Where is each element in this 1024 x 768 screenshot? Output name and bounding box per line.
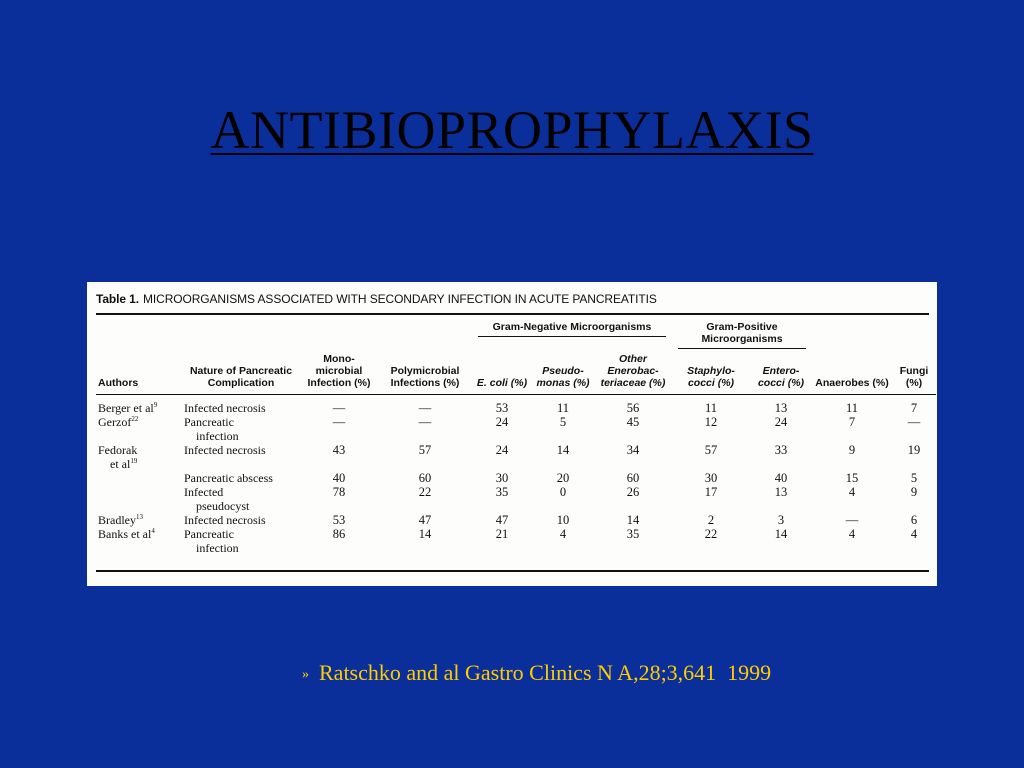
gram-negative-header bbox=[472, 315, 672, 351]
cell-ecoli: 35 bbox=[495, 485, 509, 499]
cell-ecoli: 47 bbox=[495, 513, 509, 527]
col-header-ecoli: E. coli (%) bbox=[472, 351, 532, 395]
cell-pseudomonas: 14 bbox=[556, 443, 570, 457]
cell-anaerobes: — bbox=[845, 513, 859, 527]
cell-complication: Pancreatic infection bbox=[184, 527, 239, 555]
cell-author: Banks et $al^4$ bbox=[98, 527, 155, 541]
cell-other: 35 bbox=[626, 527, 640, 541]
cell-author: Gerzof$^{22}$ bbox=[98, 415, 139, 429]
cell-fungi: — bbox=[907, 415, 921, 429]
cell-pseudomonas: 5 bbox=[559, 415, 567, 429]
cell-pseudomonas: 20 bbox=[556, 471, 570, 485]
cell-complication: Infected necrosis bbox=[184, 401, 266, 415]
reference-citation bbox=[302, 660, 771, 686]
cell-other: 60 bbox=[626, 471, 640, 485]
cell-complication: Infected necrosis bbox=[184, 513, 266, 527]
cell-ecoli: 30 bbox=[495, 471, 509, 485]
cell-poly: — bbox=[418, 415, 432, 429]
table-row bbox=[96, 415, 936, 443]
cell-entero: 13 bbox=[774, 401, 788, 415]
cell-complication: Infected necrosis bbox=[184, 443, 266, 457]
cell-pseudomonas: 10 bbox=[556, 513, 570, 527]
cell-complication: Pancreatic infection bbox=[184, 415, 239, 443]
cell-fungi: 5 bbox=[910, 471, 918, 485]
cell-anaerobes: 15 bbox=[845, 471, 859, 485]
table-figure bbox=[87, 282, 937, 586]
cell-mono: — bbox=[332, 401, 346, 415]
cell-author bbox=[96, 471, 182, 485]
cell-anaerobes: 4 bbox=[848, 527, 856, 541]
col-header-fungi: Fungi (%) bbox=[892, 351, 936, 395]
cell-fungi: 9 bbox=[910, 485, 918, 499]
cell-entero: 24 bbox=[774, 415, 788, 429]
cell-staph: 11 bbox=[704, 401, 718, 415]
table-row bbox=[96, 513, 936, 527]
cell-pseudomonas: 11 bbox=[556, 401, 570, 415]
cell-ecoli: 24 bbox=[495, 443, 509, 457]
cell-pseudomonas: 4 bbox=[559, 527, 567, 541]
cell-entero: 14 bbox=[774, 527, 788, 541]
cell-other: 56 bbox=[626, 401, 640, 415]
cell-mono: 53 bbox=[332, 513, 346, 527]
cell-entero: 33 bbox=[774, 443, 788, 457]
table-bottom-rule bbox=[96, 570, 929, 572]
cell-complication: Pancreatic abscess bbox=[184, 471, 273, 485]
cell-entero: 40 bbox=[774, 471, 788, 485]
cell-poly: 47 bbox=[418, 513, 432, 527]
cell-other: 26 bbox=[626, 485, 640, 499]
col-header-entero: Entero-cocci (%) bbox=[750, 351, 812, 395]
cell-poly: 60 bbox=[418, 471, 432, 485]
cell-mono: 40 bbox=[332, 471, 346, 485]
cell-anaerobes: 11 bbox=[845, 401, 859, 415]
cell-staph: 12 bbox=[704, 415, 718, 429]
table-row bbox=[96, 443, 936, 471]
col-header-poly: Polymicrobial Infections (%) bbox=[378, 351, 472, 395]
cell-poly: 14 bbox=[418, 527, 432, 541]
cell-ecoli: 24 bbox=[495, 415, 509, 429]
cell-staph: 30 bbox=[704, 471, 718, 485]
cell-fungi: 6 bbox=[910, 513, 918, 527]
cell-anaerobes: 7 bbox=[848, 415, 856, 429]
cell-other: 45 bbox=[626, 415, 640, 429]
gram-positive-header bbox=[672, 315, 812, 351]
table-caption-text: MICROORGANISMS ASSOCIATED WITH SECONDARY INFECTION IN ACUTE PANCREATITIS bbox=[143, 292, 657, 306]
table-row bbox=[96, 471, 936, 485]
reference-text: Ratschko and al Gastro Clinics N A,28;3,641 1999 bbox=[319, 660, 772, 685]
gram-positive-label: Gram-Positive Microorganisms bbox=[678, 321, 806, 349]
cell-fungi: 4 bbox=[910, 527, 918, 541]
gram-negative-label: Gram-Negative Microorganisms bbox=[478, 321, 666, 337]
cell-staph: 22 bbox=[704, 527, 718, 541]
cell-other: 14 bbox=[626, 513, 640, 527]
cell-staph: 2 bbox=[707, 513, 715, 527]
table-row bbox=[96, 527, 936, 555]
slide-title: ANTIBIOPROPHYLAXIS bbox=[210, 100, 814, 160]
col-header-complication: Nature of Pancreatic Complication bbox=[182, 351, 300, 395]
cell-complication: Infected pseudocyst bbox=[184, 485, 250, 513]
col-header-authors: Authors bbox=[96, 351, 182, 395]
cell-pseudomonas: 0 bbox=[559, 485, 567, 499]
table-row bbox=[96, 485, 936, 513]
cell-ecoli: 53 bbox=[495, 401, 509, 415]
col-header-other: Other Enerobac-teriaceae (%) bbox=[594, 351, 672, 395]
cell-poly: — bbox=[418, 401, 432, 415]
table-row bbox=[96, 395, 936, 416]
cell-fungi: 19 bbox=[907, 443, 921, 457]
col-header-mono: Mono-microbial Infection (%) bbox=[300, 351, 378, 395]
cell-staph: 57 bbox=[704, 443, 718, 457]
cell-anaerobes: 9 bbox=[848, 443, 856, 457]
cell-author: Berger et $al^9$ bbox=[98, 401, 158, 415]
table-caption bbox=[96, 290, 929, 315]
cell-staph: 17 bbox=[704, 485, 718, 499]
cell-mono: 43 bbox=[332, 443, 346, 457]
microorganisms-table bbox=[96, 315, 936, 555]
cell-mono: 78 bbox=[332, 485, 346, 499]
cell-anaerobes: 4 bbox=[848, 485, 856, 499]
cell-entero: 3 bbox=[777, 513, 785, 527]
cell-ecoli: 21 bbox=[495, 527, 509, 541]
cell-poly: 22 bbox=[418, 485, 432, 499]
cell-author: Fedorak et $al^{19}$ bbox=[98, 443, 138, 471]
col-header-pseudomonas: Pseudo-monas (%) bbox=[532, 351, 594, 395]
col-header-staph: Staphylo-cocci (%) bbox=[672, 351, 750, 395]
cell-mono: — bbox=[332, 415, 346, 429]
cell-author bbox=[96, 485, 182, 513]
cell-author: Bradley$^{13}$ bbox=[98, 513, 143, 527]
col-header-anaerobes: Anaerobes (%) bbox=[812, 351, 892, 395]
table-caption-label: Table 1. bbox=[96, 292, 139, 306]
cell-fungi: 7 bbox=[910, 401, 918, 415]
cell-poly: 57 bbox=[418, 443, 432, 457]
cell-other: 34 bbox=[626, 443, 640, 457]
cell-mono: 86 bbox=[332, 527, 346, 541]
cell-entero: 13 bbox=[774, 485, 788, 499]
bullet-icon: » bbox=[302, 667, 309, 682]
